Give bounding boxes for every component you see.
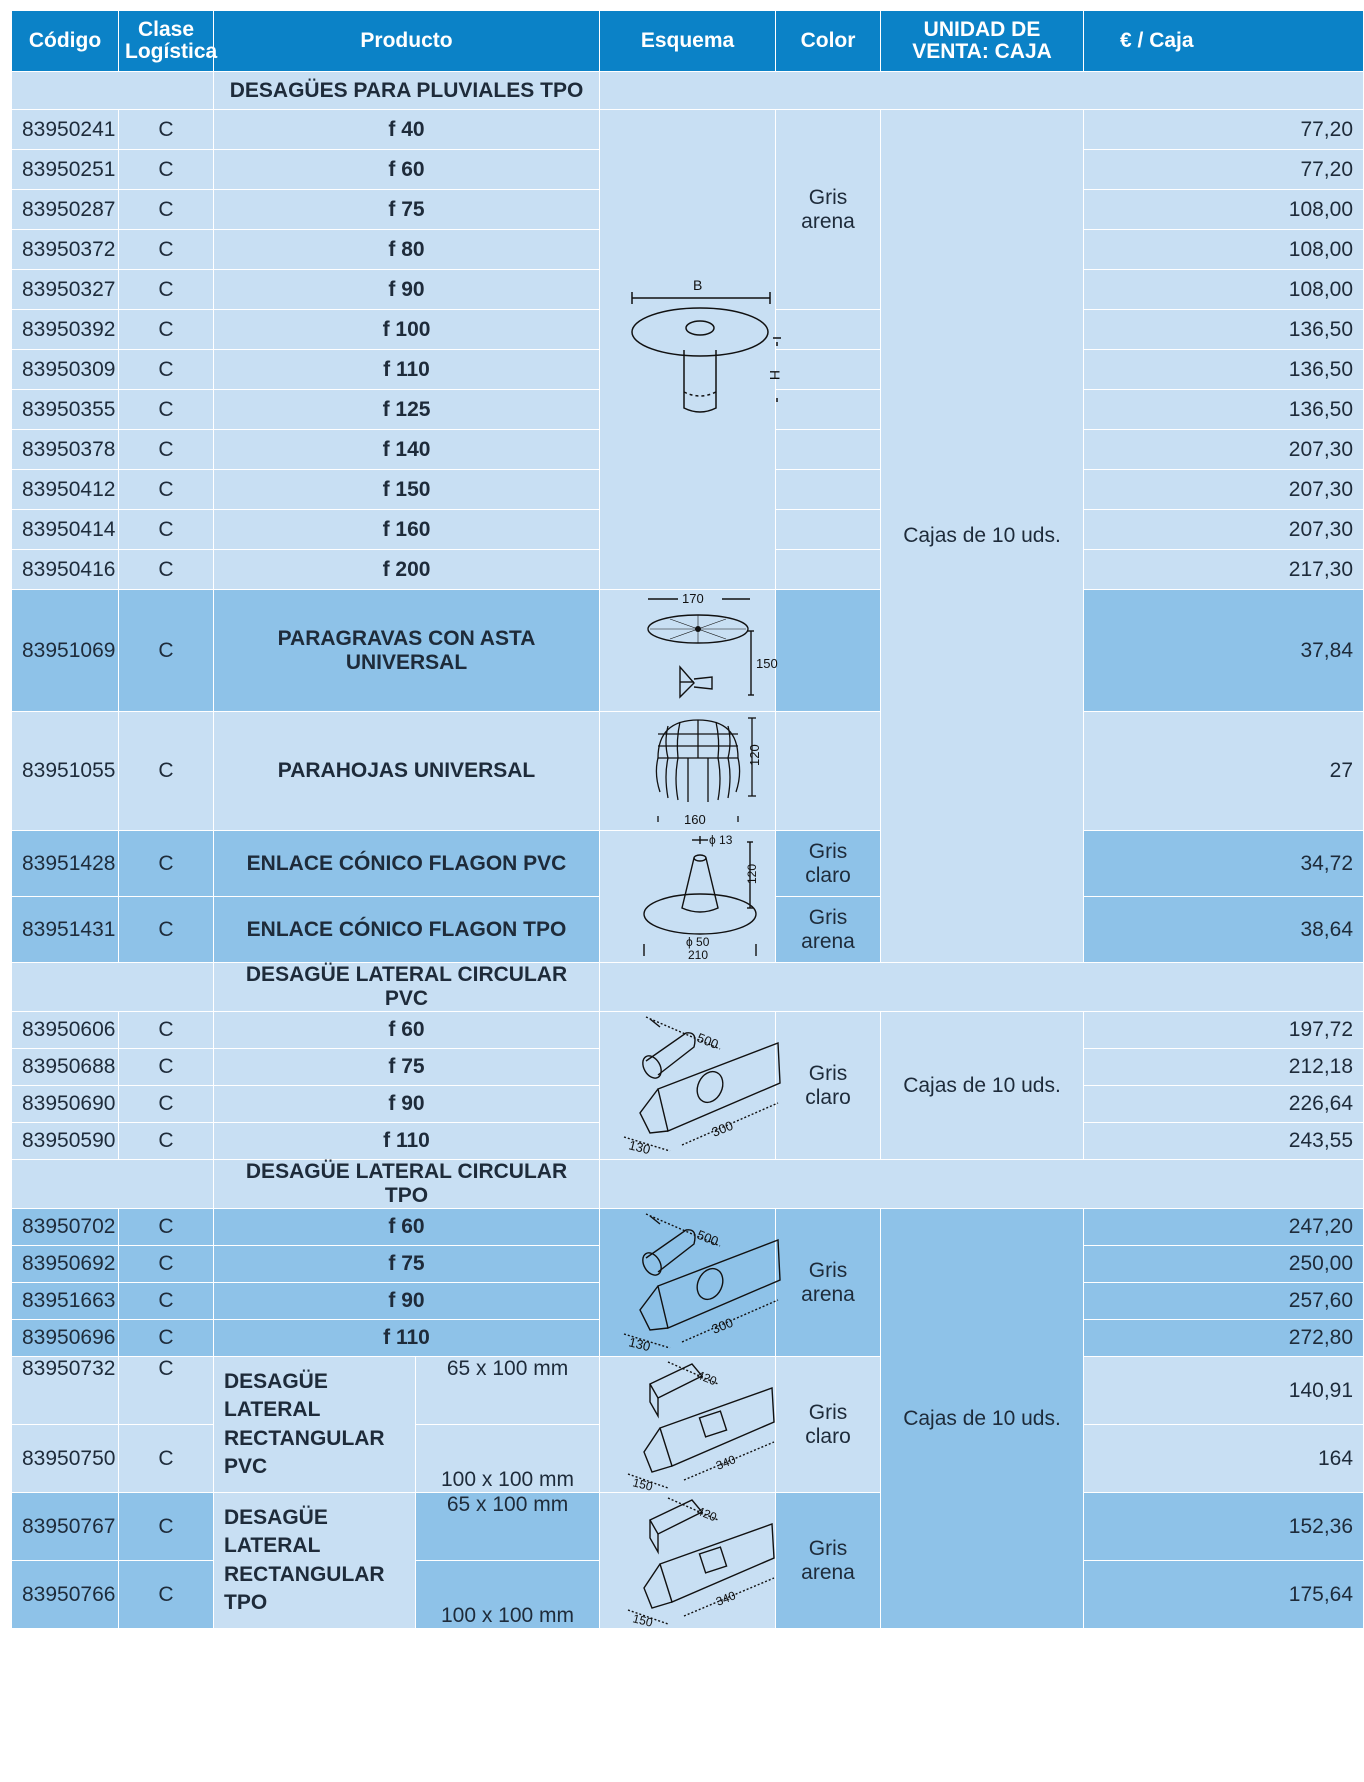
row-price: 136,50 [1084,310,1364,350]
row-color-empty [776,470,881,510]
label-170: 170 [682,590,704,606]
table-row [12,1209,1364,1246]
row-price: 217,30 [1084,550,1364,590]
row-code: 83951431 [12,897,119,963]
row-price: 136,50 [1084,350,1364,390]
row-class: C [119,1123,214,1160]
label-phi50: ϕ 50 [686,934,710,949]
label-340: 340 [713,1451,738,1473]
row-class: C [119,1561,214,1629]
row-class: C [119,270,214,310]
label-130: 130 [627,1333,652,1354]
header-unidad: UNIDAD DE VENTA: CAJA [881,11,1084,72]
row-code: 83950372 [12,230,119,270]
row-product: f 100 [214,310,600,350]
row-price: 212,18 [1084,1049,1364,1086]
row-class: C [119,470,214,510]
row-dimension: 65 x 100 mm [416,1357,600,1425]
row-color-empty [776,390,881,430]
row-product: f 200 [214,550,600,590]
row-product: f 75 [214,1246,600,1283]
row-code: 83950416 [12,550,119,590]
row-price: 37,84 [1084,590,1364,712]
label-210: 210 [688,947,709,962]
row-class: C [119,110,214,150]
header-color: Color [776,11,881,72]
row-class: C [119,1283,214,1320]
row-code: 83950355 [12,390,119,430]
row-code: 83950241 [12,110,119,150]
row-price: 250,00 [1084,1246,1364,1283]
table-row [12,1357,1364,1425]
section-title: DESAGÜES PARA PLUVIALES TPO [214,72,600,110]
row-color: Gris claro [776,1012,881,1160]
row-class: C [119,1425,214,1493]
schematic-lateral-circular-tpo [600,1209,776,1357]
row-price: 164 [1084,1425,1364,1493]
row-price: 257,60 [1084,1283,1364,1320]
row-unit: Cajas de 10 uds. [881,1012,1084,1160]
row-price: 34,72 [1084,831,1364,897]
row-dimension: 65 x 100 mm [416,1493,600,1561]
row-product: f 160 [214,510,600,550]
row-price: 207,30 [1084,470,1364,510]
row-price: 108,00 [1084,230,1364,270]
row-class: C [119,1246,214,1283]
row-class: C [119,1357,214,1425]
schematic-lateral-circular-pvc [600,1012,776,1160]
label-130: 130 [627,1136,652,1157]
row-price: 77,20 [1084,150,1364,190]
label-500: 500 [694,1226,721,1249]
row-code: 83950309 [12,350,119,390]
row-product: f 90 [214,270,600,310]
row-class: C [119,1086,214,1123]
label-150: 150 [756,655,778,671]
row-product: PARAHOJAS UNIVERSAL [214,712,600,831]
label-h: H [767,369,784,380]
row-code: 83950327 [12,270,119,310]
row-price: 140,91 [1084,1357,1364,1425]
row-class: C [119,310,214,350]
row-color-empty [776,510,881,550]
row-class: C [119,150,214,190]
row-product: f 90 [214,1086,600,1123]
table-row [12,831,1364,897]
row-color-empty [776,310,881,350]
label-420: 420 [694,1367,719,1388]
label-120: 120 [747,744,763,766]
header-precio: € / Caja [1084,11,1364,72]
row-class: C [119,831,214,897]
row-color: Gris claro [776,831,881,897]
row-code: 83950251 [12,150,119,190]
row-code: 83950412 [12,470,119,510]
row-price: 175,64 [1084,1561,1364,1629]
row-color: Gris arena [776,110,881,310]
row-class: C [119,230,214,270]
label-b: B [693,276,703,293]
row-price: 226,64 [1084,1086,1364,1123]
row-code: 83950766 [12,1561,119,1629]
header-producto: Producto [214,11,600,72]
row-class: C [119,897,214,963]
label-420: 420 [694,1503,719,1524]
row-color: Gris arena [776,1209,881,1357]
row-unit: Cajas de 10 uds. [881,110,1084,963]
row-product: f 150 [214,470,600,510]
row-product: f 110 [214,1320,600,1357]
row-class: C [119,350,214,390]
row-code: 83950750 [12,1425,119,1493]
row-price: 207,30 [1084,430,1364,470]
row-product: f 125 [214,390,600,430]
table-row [12,1012,1364,1049]
header-clase: Clase Logística [119,11,214,72]
row-code: 83950767 [12,1493,119,1561]
label-160: 160 [684,812,706,827]
row-price: 243,55 [1084,1123,1364,1160]
row-class: C [119,1049,214,1086]
row-code: 83950590 [12,1123,119,1160]
row-code: 83951055 [12,712,119,831]
row-price: 108,00 [1084,270,1364,310]
row-class: C [119,1493,214,1561]
row-code: 83950690 [12,1086,119,1123]
section-row [12,72,1364,110]
row-code: 83950692 [12,1246,119,1283]
row-code: 83950414 [12,510,119,550]
row-product: f 75 [214,190,600,230]
row-class: C [119,1209,214,1246]
table-row [12,712,1364,831]
schematic-desague-pluvial [600,110,784,590]
row-unit: Cajas de 10 uds. [881,1209,1084,1629]
row-code: 83950732 [12,1357,119,1425]
row-class: C [119,590,214,712]
row-product: f 60 [214,1209,600,1246]
row-class: C [119,550,214,590]
table-row [12,590,1364,712]
row-color-empty [776,430,881,470]
row-class: C [119,510,214,550]
row-price: 197,72 [1084,1012,1364,1049]
label-150-side: 150 [631,1610,655,1630]
row-product: f 110 [214,1123,600,1160]
row-color: Gris arena [776,897,881,963]
row-dimension: 100 x 100 mm [416,1561,600,1629]
row-product: f 60 [214,150,600,190]
row-price: 247,20 [1084,1209,1364,1246]
row-code: 83950287 [12,190,119,230]
label-300: 300 [709,1314,736,1337]
row-class: C [119,1320,214,1357]
row-code: 83951428 [12,831,119,897]
label-phi13: ϕ 13 [709,832,733,847]
row-code: 83950696 [12,1320,119,1357]
row-code: 83951663 [12,1283,119,1320]
row-product: f 140 [214,430,600,470]
schematic-paragravas [600,590,776,712]
row-class: C [119,390,214,430]
row-product: ENLACE CÓNICO FLAGON TPO [214,897,600,963]
row-product: f 90 [214,1283,600,1320]
section-title: DESAGÜE LATERAL CIRCULAR TPO [214,1160,600,1209]
row-product-rect-pvc: DESAGÜE LATERAL RECTANGULAR PVC [214,1357,416,1493]
row-product: f 80 [214,230,600,270]
row-color: Gris claro [776,1357,881,1493]
row-dimension: 100 x 100 mm [416,1425,600,1493]
label-340: 340 [713,1587,738,1609]
row-class: C [119,190,214,230]
label-500: 500 [694,1029,721,1052]
label-flagon-120: 120 [745,863,760,884]
row-product: f 40 [214,110,600,150]
row-price: 152,36 [1084,1493,1364,1561]
row-class: C [119,1012,214,1049]
row-color-empty [776,712,881,831]
row-product-rect-tpo: DESAGÜE LATERAL RECTANGULAR TPO [214,1493,416,1629]
section-row [12,1160,1364,1209]
row-code: 83950392 [12,310,119,350]
row-product: f 110 [214,350,600,390]
header-codigo: Código [12,11,119,72]
row-color: Gris arena [776,1493,881,1629]
row-code: 83950378 [12,430,119,470]
row-product: f 60 [214,1012,600,1049]
schematic-lateral-rect-tpo [600,1493,776,1629]
row-product: PARAGRAVAS CON ASTA UNIVERSAL [214,590,600,712]
schematic-lateral-rect-pvc [600,1357,776,1493]
row-price: 136,50 [1084,390,1364,430]
row-color-empty [776,350,881,390]
label-150-side: 150 [631,1474,655,1494]
row-color-empty [776,550,881,590]
section-title: DESAGÜE LATERAL CIRCULAR PVC [214,963,600,1012]
section-row [12,963,1364,1012]
row-price: 77,20 [1084,110,1364,150]
row-code: 83950702 [12,1209,119,1246]
schematic-parahojas [600,712,776,831]
table-row [12,1493,1364,1561]
row-price: 207,30 [1084,510,1364,550]
row-price: 27 [1084,712,1364,831]
schematic-enlace-conico [600,831,776,963]
row-price: 38,64 [1084,897,1364,963]
row-color-empty [776,590,881,712]
row-code: 83950688 [12,1049,119,1086]
price-table [12,11,1364,1629]
row-class: C [119,430,214,470]
row-price: 272,80 [1084,1320,1364,1357]
row-class: C [119,712,214,831]
row-code: 83951069 [12,590,119,712]
table-header-row [12,11,1364,72]
label-300: 300 [709,1117,736,1140]
row-product: ENLACE CÓNICO FLAGON PVC [214,831,600,897]
row-product: f 75 [214,1049,600,1086]
row-price: 108,00 [1084,190,1364,230]
header-esquema: Esquema [600,11,776,72]
row-code: 83950606 [12,1012,119,1049]
table-row [12,110,1364,150]
